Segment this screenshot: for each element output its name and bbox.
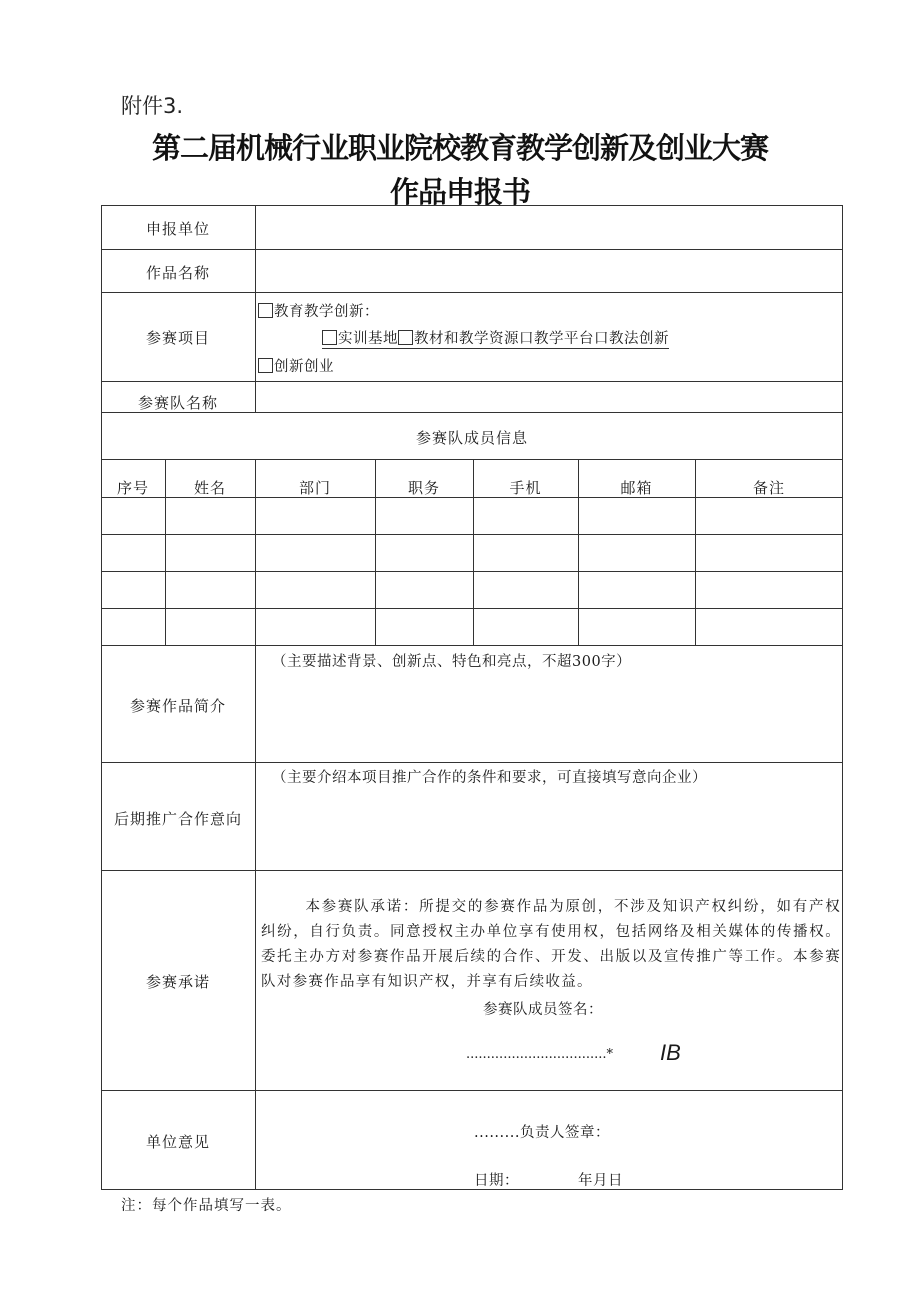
promotion-label: 后期推广合作意向 bbox=[113, 810, 242, 828]
page-subtitle: 作品申报书 bbox=[389, 175, 530, 209]
page-title: 第二届机械行业职业院校教育教学创新及创业大赛 bbox=[151, 131, 768, 165]
footnote: 注：每个作品填写一表。 bbox=[121, 1198, 292, 1214]
unit-opinion-label: 单位意见 bbox=[145, 1133, 210, 1151]
applicant-unit-label: 申报单位 bbox=[145, 220, 210, 238]
date-ymd[interactable]: 年月日 bbox=[578, 1173, 623, 1189]
col-header-email: 邮箱 bbox=[620, 479, 653, 497]
col-header-position: 职务 bbox=[407, 479, 440, 497]
col-header-phone: 手机 bbox=[509, 479, 542, 497]
project-option-entrepreneurship: 创新创业 bbox=[258, 355, 334, 376]
team-name-label: 参赛队名称 bbox=[137, 394, 218, 412]
attachment-label: 附件3. bbox=[121, 94, 184, 118]
checkbox-training-base[interactable] bbox=[322, 330, 337, 345]
project-label: 参赛项目 bbox=[145, 329, 210, 347]
table-row[interactable] bbox=[102, 535, 842, 571]
commitment-label: 参赛承诺 bbox=[145, 973, 210, 991]
table-row[interactable] bbox=[102, 572, 842, 608]
intro-field[interactable] bbox=[256, 672, 842, 762]
project-option-education: 教育教学创新： bbox=[258, 300, 379, 321]
commitment-text: 本参赛队承诺：所提交的参赛作品为原创，不涉及知识产权纠纷，如有产权纠纷，自行负责。同意授权主办单位享有使用权，包括网络及相关媒体的传播权。委托主办方对参赛作品开展后续的合作、开发、出版以及宣传推广等工作。本参赛队对参赛作品享有知识产权，并享有后续收益。 bbox=[261, 899, 841, 990]
col-header-remarks: 备注 bbox=[752, 479, 785, 497]
team-name-field[interactable] bbox=[256, 382, 842, 412]
member-signature-label: 参赛队成员签名： bbox=[483, 1002, 603, 1018]
intro-hint: （主要描述背景、创新点、特色和亮点，不超300字） bbox=[272, 654, 632, 670]
table-row[interactable] bbox=[102, 609, 842, 645]
col-header-department: 部门 bbox=[298, 479, 331, 497]
checkbox-teaching-resources[interactable] bbox=[398, 330, 413, 345]
promotion-hint: （主要介绍本项目推广合作的条件和要求，可直接填写意向企业） bbox=[272, 770, 707, 786]
col-header-name: 姓名 bbox=[193, 479, 226, 497]
team-info-header: 参赛队成员信息 bbox=[415, 429, 528, 447]
checkbox-innovation-entrepreneurship[interactable] bbox=[258, 358, 273, 373]
project-suboptions: 实训基地 教材和教学资源口教学平台口教法创新 bbox=[322, 327, 669, 349]
checkbox-education-innovation[interactable] bbox=[258, 303, 273, 318]
work-name-field[interactable] bbox=[256, 250, 842, 292]
applicant-unit-field[interactable] bbox=[256, 206, 842, 249]
work-name-label: 作品名称 bbox=[145, 264, 210, 282]
member-signature-line[interactable]: ..................................* bbox=[466, 1047, 613, 1062]
col-header-index: 序号 bbox=[116, 479, 149, 497]
intro-label: 参赛作品简介 bbox=[129, 697, 226, 715]
promotion-field[interactable] bbox=[256, 790, 842, 870]
leader-signature-label[interactable]: .........负责人签章： bbox=[474, 1125, 610, 1141]
date-label: 日期： bbox=[474, 1173, 519, 1189]
table-row[interactable] bbox=[102, 498, 842, 534]
signature-mark: IB bbox=[660, 1040, 681, 1065]
